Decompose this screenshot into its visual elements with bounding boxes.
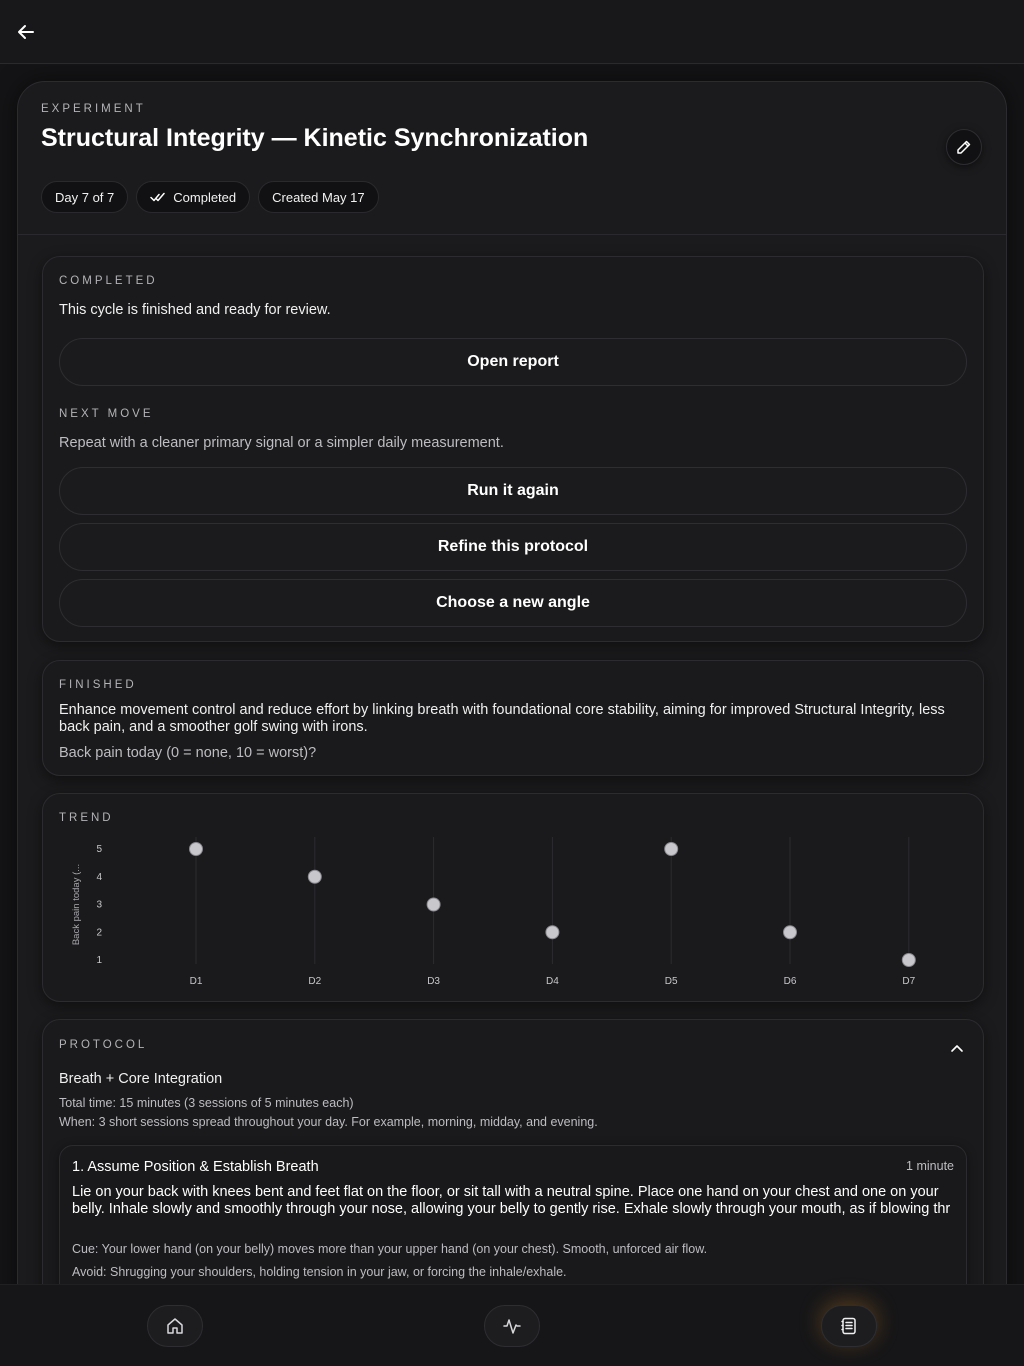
completed-chip xyxy=(136,181,250,213)
status-chips xyxy=(41,181,379,213)
x-tick-label: D6 xyxy=(783,976,797,987)
activity-icon xyxy=(502,1316,522,1336)
trend-chart xyxy=(43,794,983,1001)
nav-activity-button[interactable] xyxy=(484,1305,540,1347)
protocol-eyebrow: PROTOCOL xyxy=(59,1039,148,1051)
x-tick-label: D5 xyxy=(664,976,678,987)
day-chip xyxy=(41,181,128,213)
data-point xyxy=(546,926,559,939)
bottom-nav xyxy=(0,1284,1024,1366)
y-tick-label: 3 xyxy=(96,899,102,911)
protocol-when: When: 3 short sessions spread throughout your day. For example, morning, midday, and evening. xyxy=(59,1115,598,1129)
next-move-eyebrow: NEXT MOVE xyxy=(59,408,154,420)
journal-icon xyxy=(839,1316,859,1336)
step-duration: 1 minute xyxy=(906,1159,954,1173)
y-tick-label: 1 xyxy=(96,955,102,966)
back-button[interactable] xyxy=(10,16,42,48)
nav-journal-button[interactable] xyxy=(821,1305,877,1347)
page-title: Structural Integrity — Kinetic Synchronization xyxy=(41,124,589,152)
y-tick-label: 5 xyxy=(96,844,102,855)
completed-eyebrow: COMPLETED xyxy=(59,275,158,287)
refine-protocol-button[interactable]: Refine this protocol xyxy=(59,523,967,571)
data-point xyxy=(308,870,321,883)
protocol-card xyxy=(42,1019,984,1284)
data-point xyxy=(665,843,678,856)
nav-home-button[interactable] xyxy=(147,1305,203,1347)
x-tick-label: D3 xyxy=(427,976,440,987)
step-title: 1. Assume Position & Establish Breath xyxy=(72,1159,319,1175)
experiment-eyebrow: EXPERIMENT xyxy=(41,103,146,115)
protocol-name: Breath + Core Integration xyxy=(59,1071,223,1087)
day-chip-label: Day 7 of 7 xyxy=(55,189,115,205)
finished-question: Back pain today (0 = none, 10 = worst)? xyxy=(59,745,317,761)
completed-message: This cycle is finished and ready for review. xyxy=(59,302,331,318)
x-tick-label: D7 xyxy=(902,976,916,987)
content-scroll[interactable] xyxy=(0,65,1024,1284)
y-tick-label: 4 xyxy=(96,871,102,883)
data-point xyxy=(784,926,797,939)
step-avoid: Avoid: Shrugging your shoulders, holding tension in your jaw, or forcing the inhale/exhale. xyxy=(72,1265,567,1279)
trend-card xyxy=(42,793,984,1002)
collapse-protocol-button[interactable] xyxy=(945,1036,969,1060)
x-tick-label: D2 xyxy=(308,976,322,987)
pencil-icon xyxy=(956,139,972,155)
open-report-button[interactable]: Open report xyxy=(59,338,967,386)
x-tick-label: D4 xyxy=(546,976,559,987)
y-axis-label: Back pain today (... xyxy=(71,863,82,946)
finished-card xyxy=(42,660,984,776)
double-check-icon xyxy=(150,191,166,203)
edit-button[interactable] xyxy=(946,129,982,165)
completed-chip-label: Completed xyxy=(173,189,237,205)
home-icon xyxy=(165,1316,185,1336)
finished-goal: Enhance movement control and reduce effort by linking breath with foundational core stability, aiming for improved Structural Integrity, less back pain, and a smoother golf swing with irons. xyxy=(59,702,945,735)
top-bar xyxy=(0,0,1024,64)
chevron-up-icon xyxy=(950,1043,964,1053)
new-angle-button[interactable]: Choose a new angle xyxy=(59,579,967,627)
protocol-total-time: Total time: 15 minutes (3 sessions of 5 minutes each) xyxy=(59,1096,354,1110)
created-chip xyxy=(258,181,379,213)
step-body: Lie on your back with knees bent and feet flat on the floor, or sit tall with a neutral spine. Place one hand on your chest and one on your belly. Inhale slowly and smoothly through your nose, allowing your belly to gently rise. Exhale slowly through your mouth, as if blowing thr xyxy=(72,1184,951,1217)
data-point xyxy=(902,954,915,967)
protocol-step xyxy=(59,1145,967,1284)
finished-eyebrow: FINISHED xyxy=(59,679,137,691)
data-point xyxy=(190,843,203,856)
next-move-text: Repeat with a cleaner primary signal or a simpler daily measurement. xyxy=(59,435,504,451)
step-cue: Cue: Your lower hand (on your belly) moves more than your upper hand (on your chest). Smooth, unforced air flow. xyxy=(72,1242,708,1256)
x-tick-label: D1 xyxy=(189,976,203,987)
y-tick-label: 2 xyxy=(96,927,102,939)
arrow-left-icon xyxy=(16,22,36,42)
created-chip-label: Created May 17 xyxy=(272,189,365,205)
experiment-panel xyxy=(17,81,1007,1284)
completed-card xyxy=(42,256,984,642)
run-again-button[interactable]: Run it again xyxy=(59,467,967,515)
header-divider xyxy=(18,234,1006,235)
trend-eyebrow: TREND xyxy=(59,812,114,824)
data-point xyxy=(427,898,440,911)
